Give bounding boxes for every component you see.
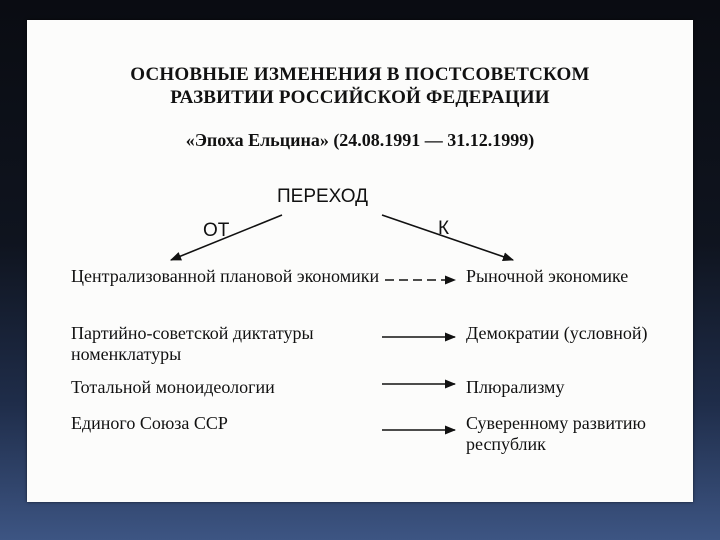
to-item-sovereign-republics: Суверенному развитию республик [466,413,646,454]
branch-line-left [171,215,282,260]
to-label: К [438,218,450,239]
title-line-1: ОСНОВНЫЕ ИЗМЕНЕНИЯ В ПОСТСОВЕТСКОМ [130,64,590,85]
from-item-ussr: Единого Союза ССР [71,413,228,433]
transition-label: ПЕРЕХОД [277,186,368,207]
branch-line-right [382,215,513,260]
to-item-pluralism: Плюрализму [466,377,565,397]
from-item-mono-ideology: Тотальной моноидеологии [71,377,275,397]
era-subtitle: «Эпоха Ельцина» (24.08.1991 — 31.12.1999) [185,130,535,150]
slide [27,20,693,502]
to-item-democracy: Демократии (условной) [466,323,648,343]
from-item-party-dictatorship: Партийно-советской диктатуры номенклатуры [71,323,314,364]
to-item-market-economy: Рыночной экономике [466,266,629,286]
title-line-2: РАЗВИТИИ РОССИЙСКОЙ ФЕДЕРАЦИИ [170,87,550,108]
from-item-planned-economy: Централизованной плановой экономики [71,266,380,286]
from-label: ОТ [203,220,230,241]
